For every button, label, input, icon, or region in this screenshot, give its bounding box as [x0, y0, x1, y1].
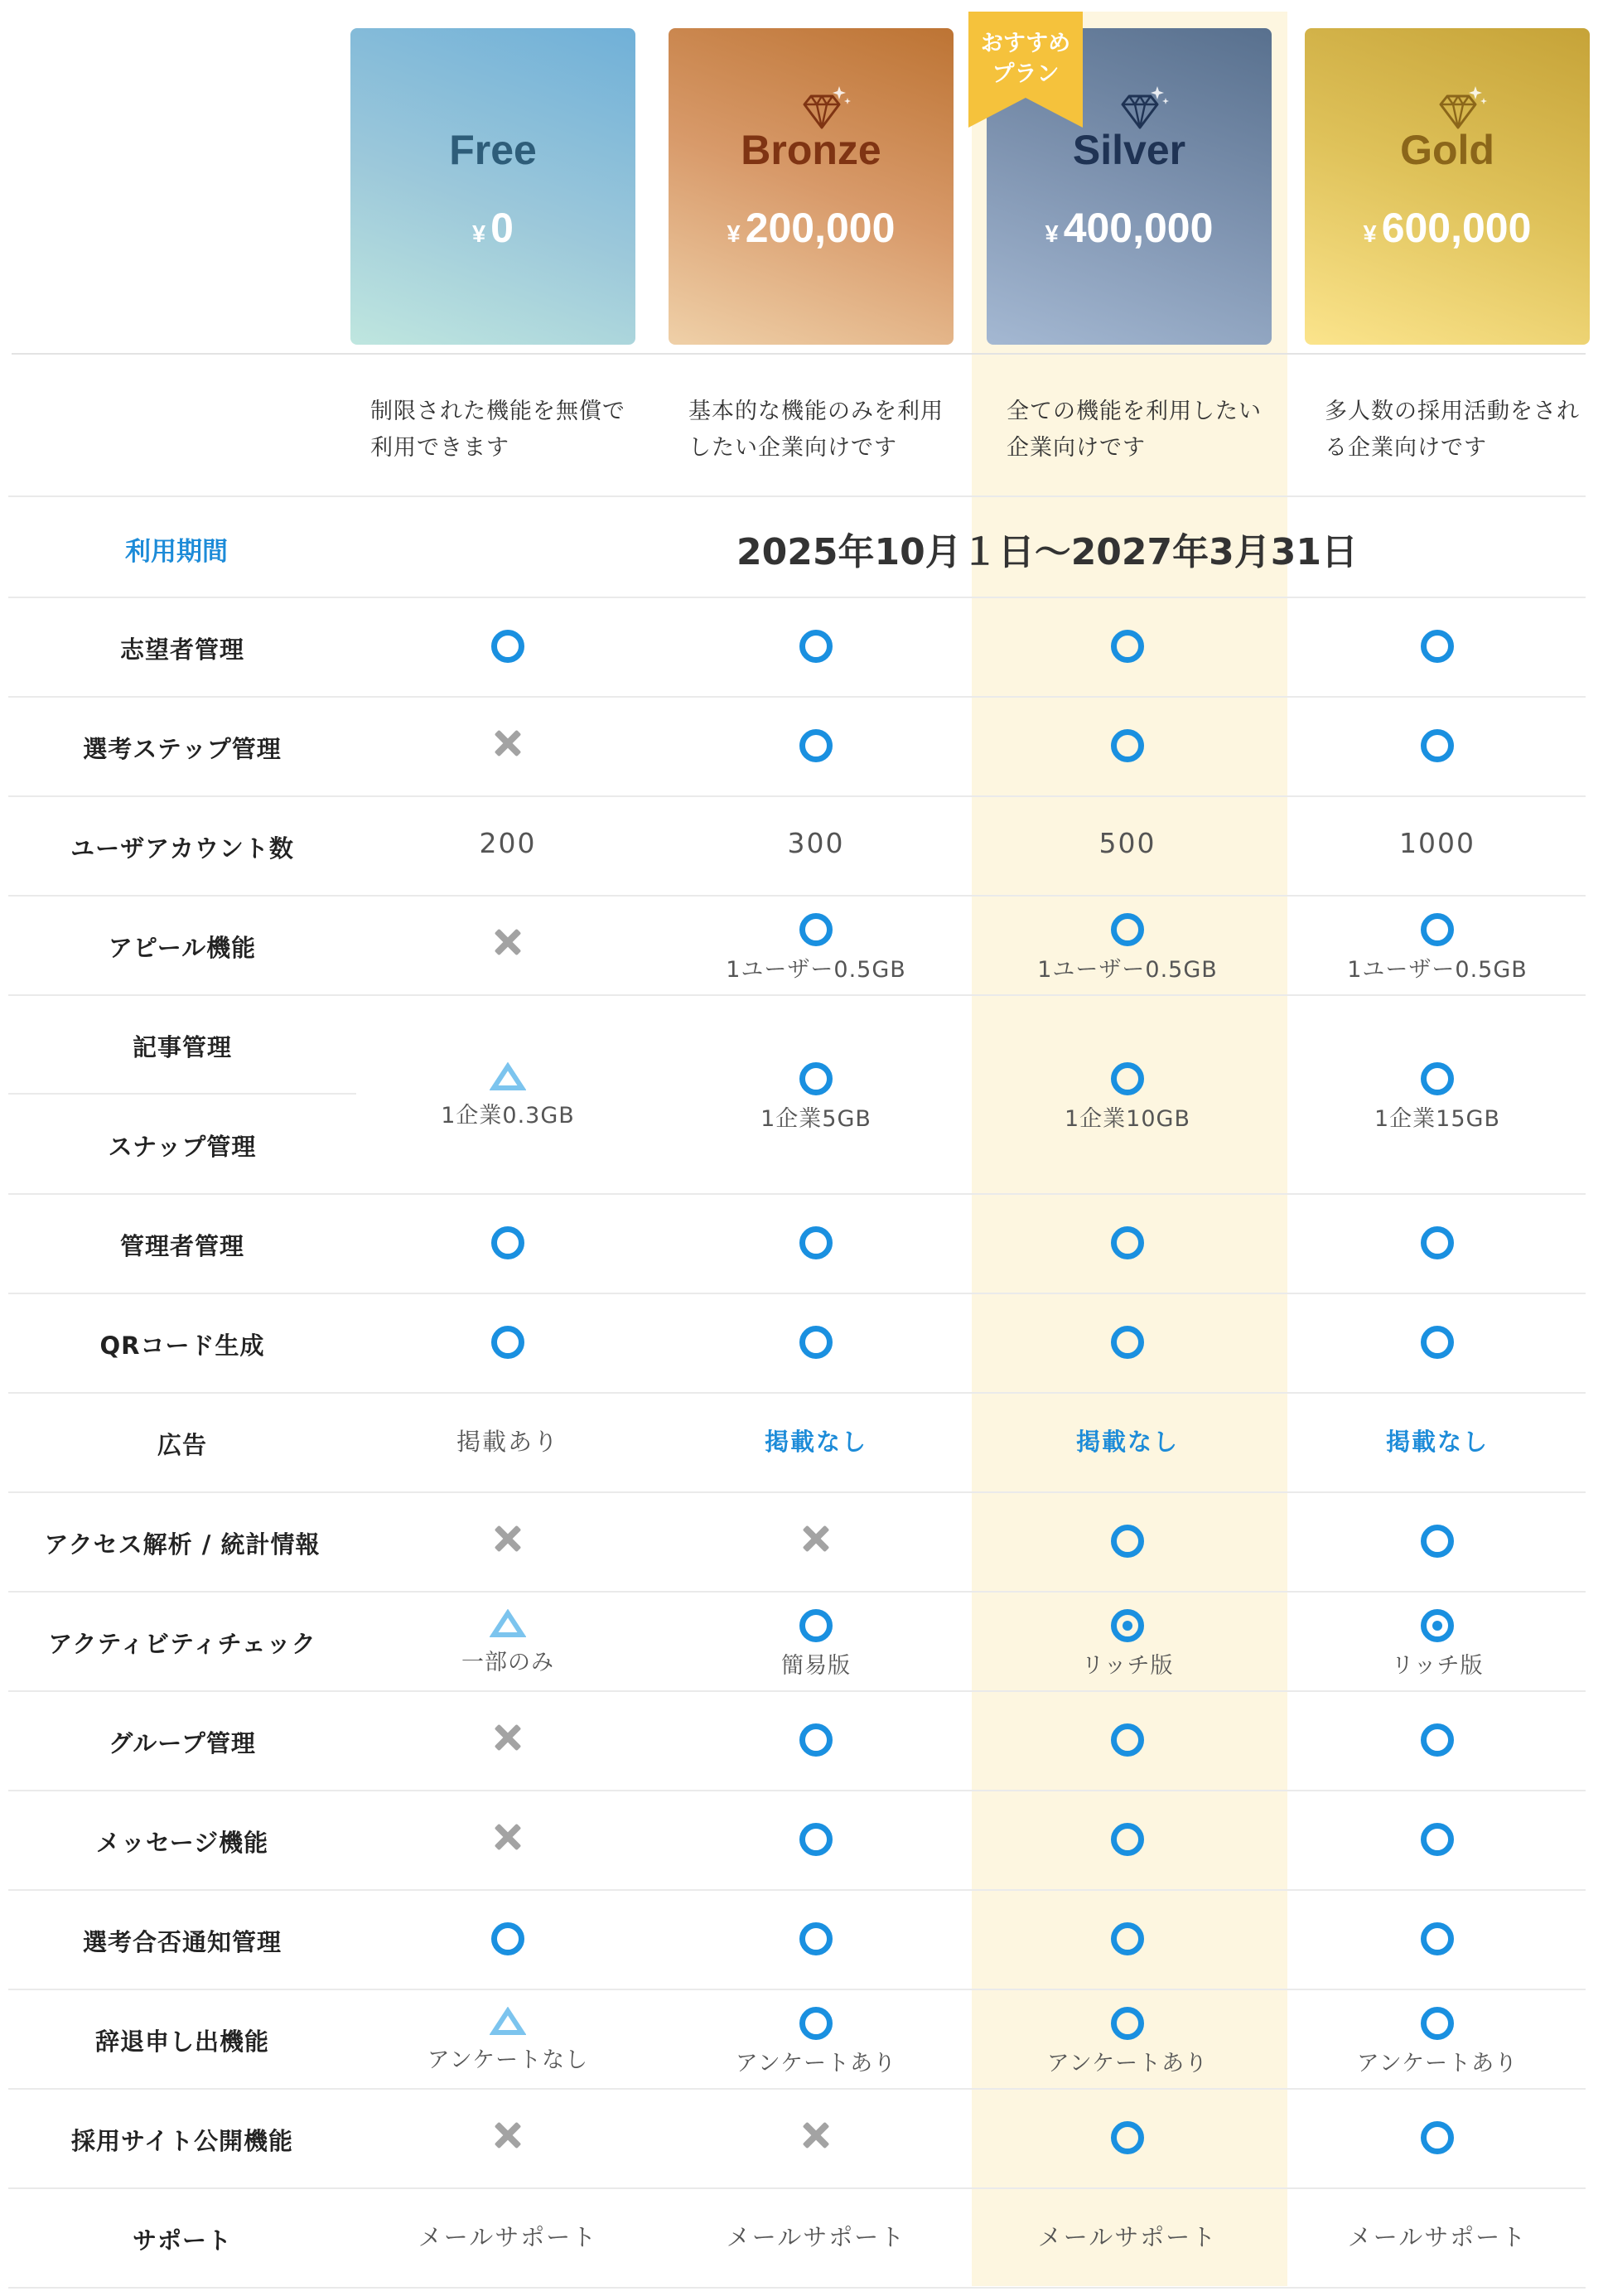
cross-icon: [494, 928, 522, 956]
table-cell: [1288, 1062, 1586, 1133]
circle-icon: [799, 1062, 833, 1095]
table-cell: [1288, 1226, 1586, 1259]
row-divider: [8, 1293, 1586, 1294]
cell-value: 500: [1098, 827, 1156, 859]
icon-wrap: [359, 1326, 657, 1359]
cross-icon: [802, 1525, 830, 1553]
row-divider: [8, 597, 1586, 598]
table-cell: [1288, 1326, 1586, 1359]
plan-name: Free: [449, 127, 537, 173]
plan-price: [987, 204, 1272, 252]
table-cell: [1288, 630, 1586, 663]
plan-price: [350, 204, 635, 252]
row-label: グループ管理: [109, 1729, 256, 1757]
table-cell: [1288, 729, 1586, 762]
table-cell: [978, 1062, 1277, 1133]
cell-note: アンケートあり: [1356, 2051, 1519, 2076]
circle-icon: [1111, 1062, 1144, 1095]
table-cell: [359, 1723, 657, 1752]
triangle-icon: [490, 1062, 526, 1092]
circle-icon: [799, 1609, 833, 1642]
icon-wrap: [667, 1823, 965, 1856]
circle-icon: [799, 1326, 833, 1359]
table-cell: [359, 2007, 657, 2074]
icon-wrap: [978, 1226, 1277, 1259]
table-cell: [359, 1326, 657, 1359]
period-label: 利用期間: [125, 537, 228, 567]
circle-icon: [799, 1823, 833, 1856]
row-label: アピール機能: [108, 934, 257, 962]
cell-note: リッチ版: [1391, 1653, 1484, 1679]
cell-note: 1企業15GB: [1374, 1106, 1500, 1132]
row-divider: [8, 795, 1586, 797]
table-cell: [667, 2121, 965, 2149]
cell-note: 一部のみ: [461, 1650, 554, 1675]
table-cell: [359, 2219, 657, 2253]
table-cell: [978, 729, 1277, 762]
triangle-icon: [490, 2007, 526, 2037]
currency-symbol: ¥: [1045, 221, 1059, 248]
row-divider: [8, 696, 1586, 698]
bullseye-icon: [1111, 1609, 1144, 1642]
row-divider: [8, 1093, 356, 1095]
circle-icon: [1421, 1062, 1454, 1095]
circle-icon: [1421, 1326, 1454, 1359]
icon-wrap: [978, 729, 1277, 762]
circle-icon: [1111, 2007, 1144, 2040]
cell-note: 1ユーザー0.5GB: [1037, 957, 1218, 983]
icon-wrap: [667, 630, 965, 663]
row-label: 記事管理: [132, 1033, 232, 1061]
circle-icon: [1421, 1226, 1454, 1259]
row-label: 広告: [157, 1431, 207, 1459]
icon-wrap: [978, 913, 1277, 946]
icon-wrap: [359, 1525, 657, 1553]
plan-description: [1325, 394, 1603, 466]
plan-description: [1007, 394, 1288, 466]
table-cell: [667, 729, 965, 762]
cross-icon: [494, 1525, 522, 1553]
icon-wrap: [1288, 729, 1586, 762]
currency-symbol: ¥: [1363, 221, 1377, 248]
row-divider: [8, 1491, 1586, 1493]
row-label: 志望者管理: [119, 636, 244, 664]
icon-wrap: [667, 1062, 965, 1095]
circle-icon: [1111, 1525, 1144, 1558]
circle-icon: [799, 1922, 833, 1955]
icon-wrap: [978, 2007, 1277, 2040]
table-cell: [978, 630, 1277, 663]
circle-icon: [1421, 1823, 1454, 1856]
circle-icon: [1421, 2121, 1454, 2154]
description-line-2: 企業向けです: [1007, 435, 1146, 461]
circle-icon: [799, 2007, 833, 2040]
row-label: サポート: [132, 2226, 232, 2255]
table-cell: [978, 1226, 1277, 1259]
circle-icon: [799, 630, 833, 663]
cell-value: 300: [787, 827, 845, 859]
cross-icon: [494, 2121, 522, 2149]
icon-wrap: [978, 1326, 1277, 1359]
circle-icon: [799, 1226, 833, 1259]
icon-wrap: [359, 1823, 657, 1851]
circle-icon: [1111, 1226, 1144, 1259]
icon-wrap: [667, 1609, 965, 1642]
icon-wrap: [359, 1922, 657, 1955]
circle-icon: [1111, 1922, 1144, 1955]
plan-name: Silver: [1072, 127, 1186, 173]
cell-value: メールサポート: [418, 2223, 598, 2251]
table-cell: [1288, 827, 1586, 859]
table-cell: [978, 827, 1277, 859]
circle-icon: [1421, 1525, 1454, 1558]
row-label: アクティビティチェック: [48, 1630, 316, 1658]
icon-wrap: [667, 1226, 965, 1259]
table-cell: [1288, 1823, 1586, 1856]
table-cell: [667, 913, 965, 984]
row-label: 辞退申し出機能: [94, 2028, 269, 2056]
icon-wrap: [978, 1062, 1277, 1095]
row-label: 選考ステップ管理: [83, 735, 282, 763]
icon-wrap: [667, 913, 965, 946]
plan-name: Bronze: [741, 127, 881, 173]
description-line-2: 利用できます: [370, 435, 509, 461]
row-label: アクセス解析 / 統計情報: [44, 1530, 321, 1559]
circle-icon: [1111, 630, 1144, 663]
cell-value: 掲載なし: [1385, 1428, 1489, 1456]
icon-wrap: [1288, 1723, 1586, 1757]
cell-value: 200: [479, 827, 537, 859]
table-cell: [1288, 1723, 1586, 1757]
cell-value: メールサポート: [726, 2223, 906, 2251]
circle-icon: [799, 729, 833, 762]
cell-note: 1企業10GB: [1065, 1106, 1190, 1132]
icon-wrap: [359, 630, 657, 663]
table-cell: [978, 1609, 1277, 1680]
plan-price: [1305, 204, 1590, 252]
description-line-1: 制限された機能を無償で: [370, 399, 625, 424]
icon-wrap: [978, 630, 1277, 663]
table-cell: [667, 827, 965, 859]
row-label: QRコード生成: [99, 1332, 265, 1360]
row-label: ユーザアカウント数: [70, 834, 294, 863]
circle-icon: [1421, 1922, 1454, 1955]
cell-note: 1企業5GB: [760, 1106, 872, 1132]
table-cell: [1288, 2219, 1586, 2253]
icon-wrap: [978, 1823, 1277, 1856]
icon-wrap: [1288, 2007, 1586, 2040]
table-cell: [667, 1525, 965, 1553]
icon-wrap: [359, 1062, 657, 1092]
description-line-2: したい企業向けです: [688, 435, 897, 461]
row-divider: [8, 994, 1586, 996]
table-cell: [667, 1424, 965, 1457]
table-cell: [1288, 2121, 1586, 2154]
cell-note: 1企業0.3GB: [441, 1103, 575, 1129]
plan-card-gold[interactable]: [1305, 28, 1590, 345]
table-cell: [359, 1922, 657, 1955]
row-divider: [8, 1193, 1586, 1195]
table-cell: [359, 928, 657, 956]
circle-icon: [1111, 729, 1144, 762]
table-cell: [978, 2219, 1277, 2253]
icon-wrap: [359, 729, 657, 757]
table-cell: [359, 2121, 657, 2149]
icon-wrap: [667, 1525, 965, 1553]
icon-wrap: [1288, 2121, 1586, 2154]
row-divider: [8, 2287, 1586, 2289]
period-value: 2025年10月１日〜2027年3月31日: [736, 531, 1358, 573]
table-cell: [667, 1723, 965, 1757]
icon-wrap: [978, 2121, 1277, 2154]
circle-icon: [1421, 913, 1454, 946]
table-cell: [667, 1326, 965, 1359]
table-cell: [359, 630, 657, 663]
price-amount: 600,000: [1381, 205, 1532, 251]
bullseye-icon: [1421, 1609, 1454, 1642]
circle-icon: [491, 630, 524, 663]
circle-icon: [799, 1723, 833, 1757]
table-cell: [978, 1326, 1277, 1359]
row-divider: [8, 1989, 1586, 1990]
table-cell: [978, 2007, 1277, 2077]
table-cell: [1288, 2007, 1586, 2077]
table-cell: [667, 1609, 965, 1680]
row-divider: [8, 1392, 1586, 1394]
plan-description: [688, 394, 970, 466]
table-cell: [1288, 1525, 1586, 1558]
icon-wrap: [1288, 1062, 1586, 1095]
row-label: スナップ管理: [108, 1133, 257, 1161]
icon-wrap: [667, 1723, 965, 1757]
icon-wrap: [1288, 1823, 1586, 1856]
circle-icon: [1111, 1723, 1144, 1757]
cell-note: アンケートあり: [735, 2051, 897, 2076]
circle-icon: [1421, 630, 1454, 663]
cell-note: リッチ版: [1081, 1653, 1174, 1679]
icon-wrap: [1288, 1525, 1586, 1558]
row-label: 選考合否通知管理: [82, 1928, 282, 1956]
row-divider: [8, 895, 1586, 897]
circle-icon: [799, 913, 833, 946]
table-cell: [667, 1062, 965, 1133]
table-cell: [359, 827, 657, 859]
triangle-icon: [490, 1609, 526, 1639]
icon-wrap: [667, 729, 965, 762]
icon-wrap: [978, 1609, 1277, 1642]
circle-icon: [1111, 2121, 1144, 2154]
ribbon-line-1: おすすめ: [980, 31, 1071, 56]
table-cell: [978, 1723, 1277, 1757]
plan-card-bronze[interactable]: [669, 28, 954, 345]
row-divider: [8, 1591, 1586, 1593]
cross-icon: [494, 1723, 522, 1752]
table-cell: [359, 1525, 657, 1553]
row-divider: [8, 1889, 1586, 1891]
icon-wrap: [667, 2007, 965, 2040]
table-cell: [667, 1226, 965, 1259]
icon-wrap: [667, 1326, 965, 1359]
cell-note: 簡易版: [781, 1653, 851, 1679]
circle-icon: [1111, 1823, 1144, 1856]
row-divider: [8, 495, 1586, 497]
icon-wrap: [359, 2007, 657, 2037]
table-cell: [1288, 913, 1586, 984]
row-label: メッセージ機能: [95, 1829, 269, 1857]
icon-wrap: [1288, 1922, 1586, 1955]
description-line-1: 全ての機能を利用したい: [1007, 399, 1262, 424]
table-cell: [359, 1424, 657, 1457]
plan-name: Gold: [1400, 127, 1494, 173]
circle-icon: [491, 1226, 524, 1259]
circle-icon: [491, 1922, 524, 1955]
table-cell: [978, 2121, 1277, 2154]
icon-wrap: [978, 1723, 1277, 1757]
row-divider: [8, 2187, 1586, 2189]
circle-icon: [491, 1326, 524, 1359]
plan-card-free[interactable]: [350, 28, 635, 345]
icon-wrap: [359, 1723, 657, 1752]
icon-wrap: [978, 1922, 1277, 1955]
table-cell: [978, 1525, 1277, 1558]
price-amount: 200,000: [745, 205, 896, 251]
table-cell: [1288, 1424, 1586, 1457]
row-label: 採用サイト公開機能: [71, 2127, 293, 2155]
table-cell: [359, 729, 657, 757]
circle-icon: [1421, 2007, 1454, 2040]
price-amount: 400,000: [1063, 205, 1214, 251]
row-divider: [12, 353, 1586, 355]
icon-wrap: [359, 928, 657, 956]
icon-wrap: [1288, 913, 1586, 946]
cell-value: 掲載なし: [1075, 1428, 1179, 1456]
price-amount: 0: [490, 205, 514, 251]
table-cell: [359, 1226, 657, 1259]
table-cell: [978, 913, 1277, 984]
icon-wrap: [1288, 1326, 1586, 1359]
icon-wrap: [1288, 630, 1586, 663]
plan-price: [669, 204, 954, 252]
recommended-ribbon-label: [968, 28, 1083, 89]
icon-wrap: [667, 2121, 965, 2149]
table-cell: [667, 2007, 965, 2077]
icon-wrap: [359, 1609, 657, 1639]
table-cell: [1288, 1609, 1586, 1680]
circle-icon: [1421, 729, 1454, 762]
cell-note: アンケートなし: [427, 2047, 589, 2073]
table-cell: [667, 1823, 965, 1856]
table-cell: [1288, 1922, 1586, 1955]
row-label: 管理者管理: [119, 1232, 244, 1260]
cross-icon: [494, 729, 522, 757]
cell-note: アンケートあり: [1046, 2051, 1209, 2076]
cell-value: 1000: [1399, 827, 1475, 859]
table-cell: [667, 1922, 965, 1955]
description-line-1: 基本的な機能のみを利用: [688, 399, 944, 424]
table-cell: [978, 1424, 1277, 1457]
row-divider: [8, 2088, 1586, 2090]
circle-icon: [1111, 1326, 1144, 1359]
cell-value: メールサポート: [1347, 2223, 1528, 2251]
plan-description: [370, 394, 652, 466]
circle-icon: [1111, 913, 1144, 946]
circle-icon: [1421, 1723, 1454, 1757]
table-cell: [359, 1609, 657, 1676]
ribbon-line-2: プラン: [992, 61, 1060, 87]
table-cell: [359, 1823, 657, 1851]
cross-icon: [802, 2121, 830, 2149]
icon-wrap: [1288, 1226, 1586, 1259]
table-cell: [667, 630, 965, 663]
table-cell: [978, 1823, 1277, 1856]
cell-value: 掲載あり: [456, 1428, 559, 1456]
cell-value: メールサポート: [1037, 2223, 1218, 2251]
cell-note: 1ユーザー0.5GB: [1347, 957, 1528, 983]
currency-symbol: ¥: [472, 221, 486, 248]
table-cell: [978, 1922, 1277, 1955]
cross-icon: [494, 1823, 522, 1851]
table-cell: [359, 1062, 657, 1129]
icon-wrap: [978, 1525, 1277, 1558]
description-line-1: 多人数の採用活動をされ: [1325, 399, 1580, 424]
row-divider: [8, 1690, 1586, 1692]
cell-note: 1ユーザー0.5GB: [726, 957, 906, 983]
row-divider: [8, 1790, 1586, 1791]
table-cell: [667, 2219, 965, 2253]
description-line-2: る企業向けです: [1325, 435, 1487, 461]
currency-symbol: ¥: [727, 221, 741, 248]
icon-wrap: [359, 2121, 657, 2149]
icon-wrap: [1288, 1609, 1586, 1642]
icon-wrap: [359, 1226, 657, 1259]
cell-value: 掲載なし: [764, 1428, 867, 1456]
icon-wrap: [667, 1922, 965, 1955]
